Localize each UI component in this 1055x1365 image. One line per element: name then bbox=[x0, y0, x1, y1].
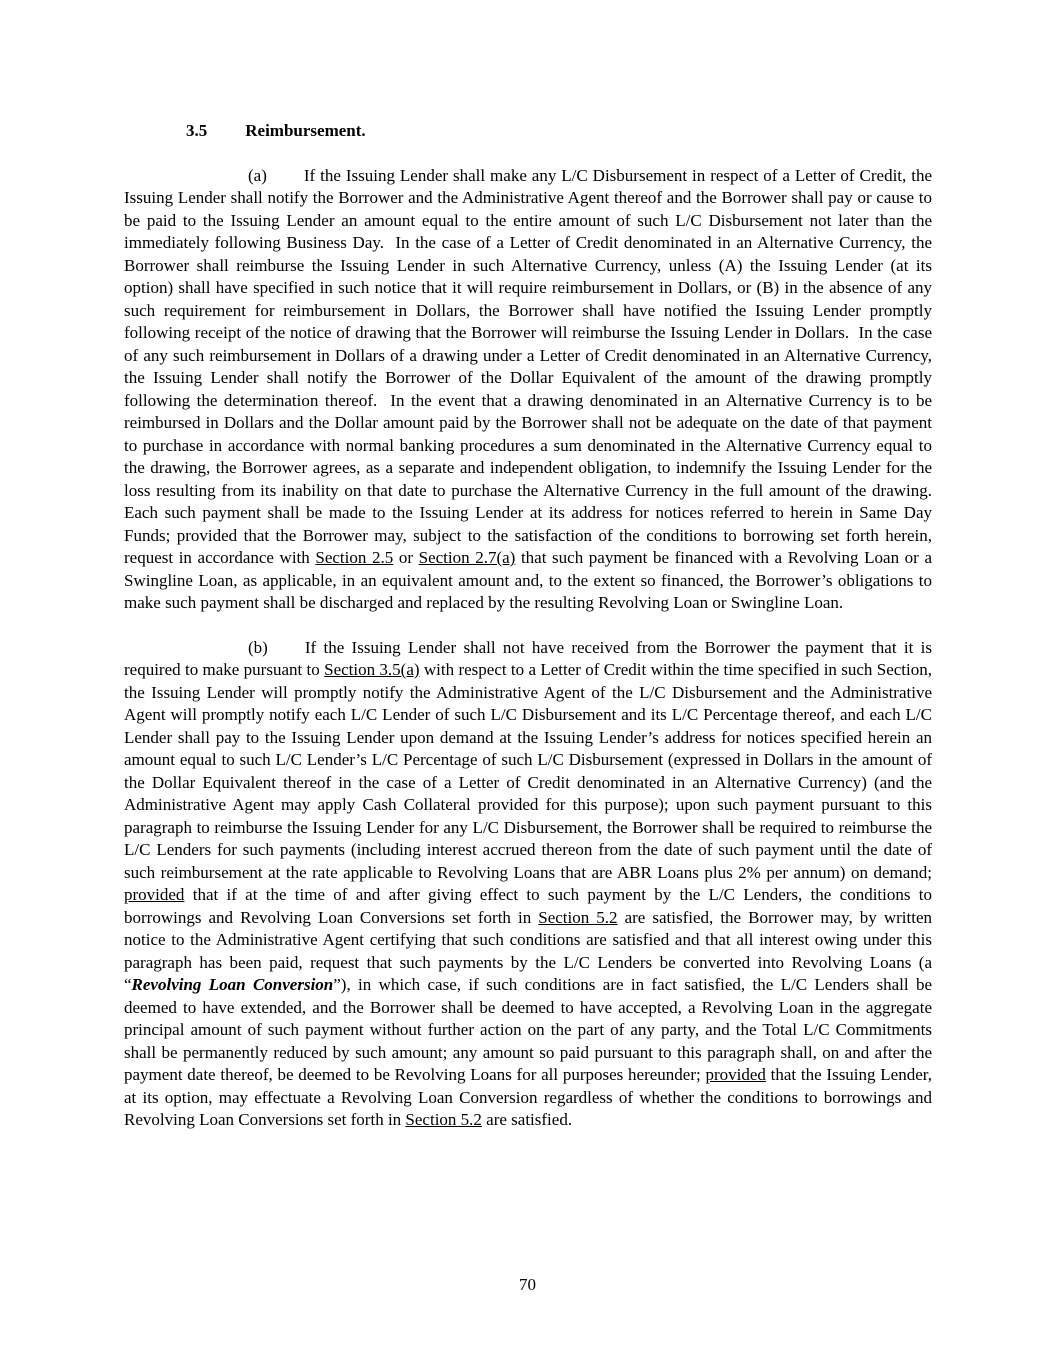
paragraph-a-label: (a) bbox=[248, 165, 267, 185]
paragraph-a bbox=[124, 165, 941, 615]
document-content bbox=[124, 120, 941, 1132]
paragraph-a-text: If the Issuing Lender shall make any L/C Disbursement in respect of a Letter of Credit, the Issuing Lender shall notify the Borrower and the Administrative Agent thereof and the Borrower shall pay or cause to be paid to the Issuing Lender an amount equal to the entire amount of such L/C Disbursement not later than the immediately following Business Day. In the case of a Letter of Credit denominated in an Alternative Currency, the Borrower shall reimburse the Issuing Lender in such Alternative Currency, unless (A) the Issuing Lender (at its option) shall have specified in such notice that it will require reimbursement in Dollars, or (B) in the absence of any such requirement for reimbursement in Dollars, the Borrower shall have notified the Issuing Lender promptly following receipt of the notice of drawing that the Borrower will reimburse the Issuing Lender in Dollars. In the case of any such reimbursement in Dollars of a drawing under a Letter of Credit denominated in an Alternative Currency, the Issuing Lender shall notify the Borrower of the Dollar Equivalent of the amount of the drawing promptly following the determination thereof. In the event that a drawing denominated in an Alternative Currency is to be reimbursed in Dollars and the Dollar amount paid by the Borrower shall not be adequate on the date of that payment to purchase in accordance with normal banking procedures a sum denominated in the Alternative Currency equal to the drawing, the Borrower agrees, as a separate and independent obligation, to indemnify the Issuing Lender for the loss resulting from its inability on that date to purchase the Alternative Currency in the full amount of the drawing. Each such payment shall be made to the Issuing Lender at its address for notices referred to herein in Same Day Funds; provided that the Borrower may, subject to the satisfaction of the conditions to borrowing set forth herein, request in accordance with Section 2.5 or Section 2.7(a) that such payment be financed with a Revolving Loan or a Swingline Loan, as applicable, in an equivalent amount and, to the extent so financed, the Borrower’s obligations to make such payment shall be discharged and replaced by the resulting Revolving Loan or Swingline Loan. bbox=[124, 165, 941, 612]
section-number: 3.5 bbox=[186, 121, 208, 140]
paragraph-b bbox=[124, 637, 937, 1132]
page-number: 70 bbox=[519, 1275, 536, 1294]
section-heading bbox=[124, 120, 932, 143]
section-title: Reimbursement. bbox=[245, 121, 366, 140]
paragraph-b-label: (b) bbox=[248, 637, 268, 657]
paragraph-b-text: If the Issuing Lender shall not have received from the Borrower the payment that it is required to make pursuant to Section 3.5(a) with respect to a Letter of Credit within the time specified in such Section, the Issuing Lender will promptly notify the Administrative Agent of the L/C Disbursement and the Administrative Agent will promptly notify each L/C Lender of such L/C Disbursement and its L/C Percentage thereof, and each L/C Lender shall pay to the Issuing Lender upon demand at the Issuing Lender’s address for notices specified herein an amount equal to such L/C Lender’s L/C Percentage of such L/C Disbursement (expressed in Dollars in the amount of the Dollar Equivalent thereof in the case of a Letter of Credit denominated in an Alternative Currency) (and the Administrative Agent may apply Cash Collateral provided for this purpose); upon such payment pursuant to this paragraph to reimburse the Issuing Lender for any L/C Disbursement, the Borrower shall be required to reimburse the L/C Lenders for such payments (including interest accrued thereon from the date of such payment until the date of such reimbursement at the rate applicable to Revolving Loans that are ABR Loans plus 2% per annum) on demand; provided that if at the time of and after giving effect to such payment by the L/C Lenders, the conditions to borrowings and Revolving Loan Conversions set forth in Section 5.2 are satisfied, the Borrower may, by written notice to the Administrative Agent certifying that such conditions are satisfied and that all interest owing under this paragraph has been paid, request that such payments by the L/C Lenders be converted into Revolving Loans (a “Revolving Loan Conversion”), in which case, if such conditions are in fact satisfied, the L/C Lenders shall be deemed to have extended, and the Borrower shall be deemed to have accepted, a Revolving Loan in the aggregate principal amount of such payment without further action on the part of any party, and the Total L/C Commitments shall be permanently reduced by such amount; any amount so paid pursuant to this paragraph shall, on and after the payment date thereof, be deemed to be Revolving Loans for all purposes hereunder; provided that the Issuing Lender, at its option, may effectuate a Revolving Loan Conversion regardless of whether the conditions to borrowings and Revolving Loan Conversions set forth in Section 5.2 are satisfied. bbox=[124, 637, 937, 1129]
